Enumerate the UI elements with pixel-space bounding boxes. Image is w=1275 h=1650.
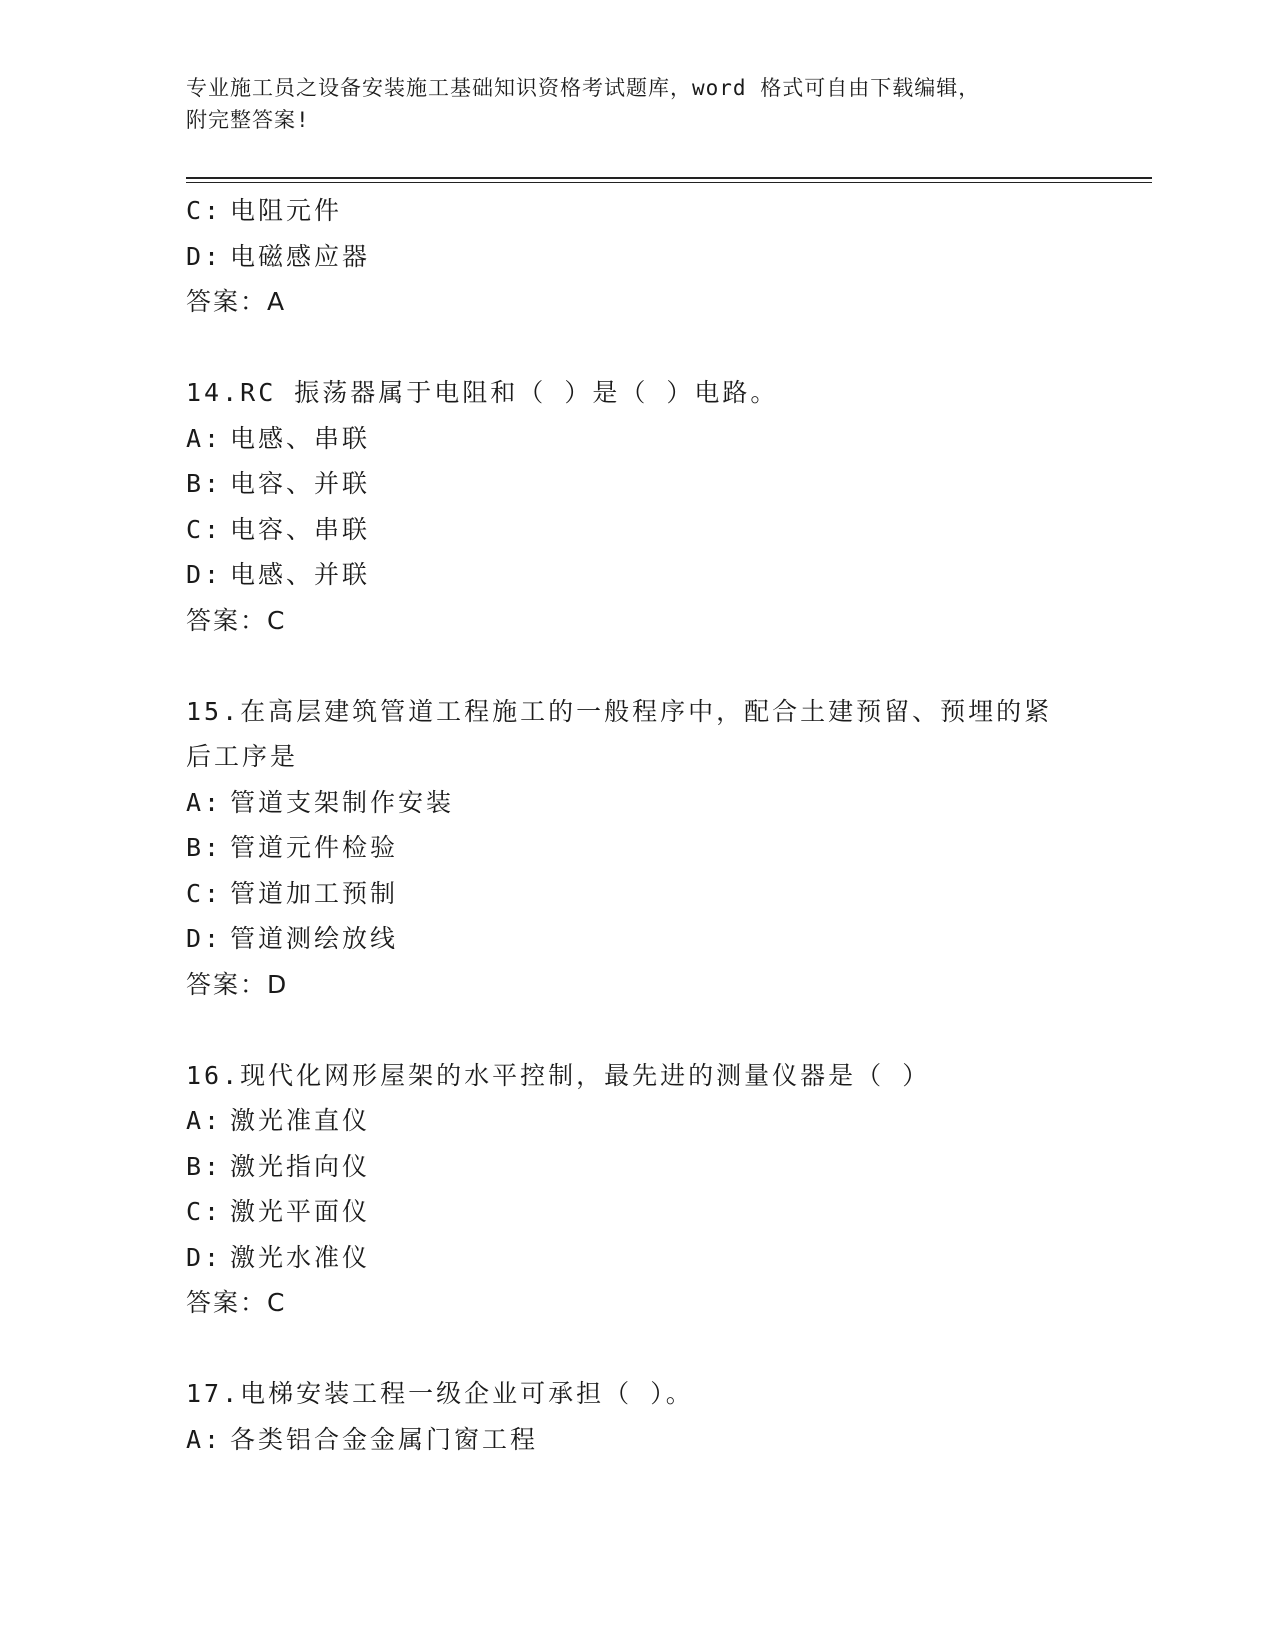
question-15 (186, 689, 1086, 1008)
document-header (186, 72, 1066, 136)
option-a: A: 各类铝合金金属门窗工程 (186, 1424, 539, 1454)
question-stem: 15.在高层建筑管道工程施工的一般程序中，配合土建预留、预埋的紧 (186, 696, 1053, 726)
question-content (186, 188, 1086, 1462)
option-d: D: 激光水准仪 (186, 1242, 371, 1272)
option-c: C: 电容、串联 (186, 514, 371, 544)
question-stem: 16.现代化网形屋架的水平控制，最先进的测量仪器是（ ） (186, 1060, 931, 1090)
spacer (186, 325, 1086, 371)
question-stem: 17.电梯安装工程一级企业可承担（ ）。 (186, 1379, 694, 1408)
answer: 答案：D (186, 969, 289, 999)
spacer (186, 1326, 1086, 1372)
answer: 答案：C (186, 605, 287, 635)
question-14 (186, 370, 1086, 643)
question-17 (186, 1371, 1086, 1462)
spacer (186, 1007, 1086, 1053)
option-d: D: 管道测绘放线 (186, 924, 399, 953)
question-16 (186, 1053, 1086, 1326)
option-c: C: 电阻元件 (186, 196, 343, 225)
spacer (186, 643, 1086, 689)
header-line-2: 附完整答案! (186, 108, 310, 132)
option-c: C: 激光平面仪 (186, 1197, 371, 1226)
option-c: C: 管道加工预制 (186, 878, 399, 908)
option-b: B: 电容、并联 (186, 469, 371, 498)
option-a: A: 电感、串联 (186, 423, 371, 453)
answer: 答案：C (186, 1288, 287, 1317)
header-line-1: 专业施工员之设备安装施工基础知识资格考试题库，word 格式可自由下载编辑， (186, 76, 981, 100)
header-divider (186, 177, 1152, 183)
option-b: B: 管道元件检验 (186, 833, 399, 862)
question-stem: 14.RC 振荡器属于电阻和（ ）是（ ）电路。 (186, 378, 779, 407)
option-a: A: 管道支架制作安装 (186, 787, 455, 817)
option-d: D: 电磁感应器 (186, 241, 371, 271)
question-stem-continued: 后工序是 (186, 742, 299, 771)
question-13-continued (186, 188, 1086, 325)
option-d: D: 电感、并联 (186, 560, 371, 589)
answer: 答案：A (186, 287, 287, 316)
option-a: A: 激光准直仪 (186, 1106, 371, 1135)
option-b: B: 激光指向仪 (186, 1151, 371, 1181)
